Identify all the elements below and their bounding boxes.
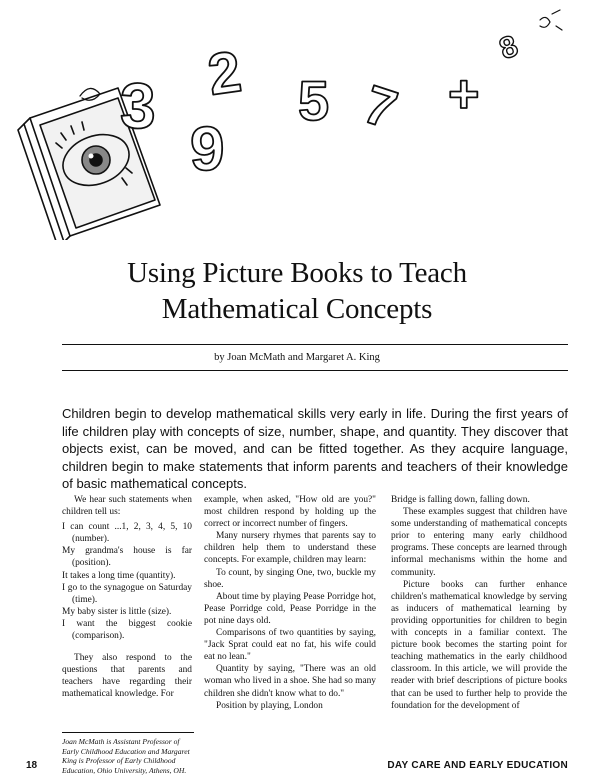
byline-rule-top [62, 344, 568, 345]
column-3 [391, 494, 567, 712]
page-number: 18 [26, 760, 38, 771]
list-item: I go to the synagogue on Saturday (time). [62, 582, 192, 605]
title-line-2: Mathematical Concepts [161, 293, 433, 325]
article-title [0, 255, 594, 327]
numeral-3: 3 [120, 70, 156, 142]
byline-rule-bottom [62, 370, 568, 371]
author-bio: Joan McMath is Assistant Professor of Early Childhood Education and Margaret King is Professor of Early Childhood Education, Ohio University, Athens, OH. [62, 737, 190, 775]
numeral-8: 8 [495, 29, 523, 67]
numeral-5: 5 [298, 69, 330, 132]
intro-paragraph: Children begin to develop mathematical skills very early in life. During the first years of life children play with concepts of size, number, shape, and quantity. They discover that objects exist, can be moved, and can be fitted together. As they acquire language, children begin to make statements that inform parents and teachers of their knowledge of basic mathematical concepts. [62, 406, 568, 491]
column-1-after: They also respond to the questions that parents and teachers have regarding their mathematical knowledge. For [62, 653, 192, 700]
list-item: My grandma's house is far (position). [62, 546, 192, 569]
list-item: I want the biggest cookie (comparison). [62, 618, 192, 642]
byline: by Joan McMath and Margaret A. King [214, 352, 380, 363]
column-2 [204, 494, 376, 712]
column-2-paragraph: Quantity by saying, "There was an old woman who lived in a shoe. She had so many children she didn't know what to do." [204, 664, 376, 699]
bio-rule [62, 732, 194, 733]
plus-sign: + [448, 64, 480, 124]
column-2-paragraph: About time by playing Pease Porridge hot, Pease Porridge cold, Pease Porridge in the pot nine days old. [204, 591, 376, 626]
column-2-paragraph: Comparisons of two quantities by saying, "Jack Sprat could eat no fat, his wife could eat no lean." [204, 628, 376, 663]
column-3-paragraph: Bridge is falling down, falling down. [391, 495, 530, 505]
column-3-paragraph: These examples suggest that children have some understanding of mathematical concepts prior to entering many early childhood programs. These concepts are learned through informal mechanisms within the home and community. [391, 507, 567, 578]
column-2-paragraph: example, when asked, "How old are you?" most children respond by holding up the correct or incorrect number of fingers. [204, 495, 376, 530]
column-2-paragraph: Many nursery rhymes that parents say to children help them to understand these concepts. For example, children may learn: [204, 531, 376, 566]
numeral-2: 2 [204, 38, 246, 108]
list-item: My baby sister is little (size). [62, 606, 172, 617]
column-1 [62, 494, 192, 701]
numeral-7: 7 [356, 74, 404, 141]
statement-list [62, 521, 192, 642]
header-illustration [0, 0, 594, 240]
column-1-lead: We hear such statements when children tell us: [62, 495, 192, 518]
running-title: DAY CARE AND EARLY EDUCATION [387, 760, 568, 771]
numeral-9: 9 [190, 115, 225, 184]
column-2-paragraph: To count, by singing One, two, buckle my shoe. [204, 567, 376, 590]
title-line-1: Using Picture Books to Teach [127, 257, 467, 289]
column-3-paragraph: Picture books can further enhance children's mathematical knowledge by serving as inducers of mathematical learning by providing opportunities for children to begin with concepts in a familiar context. The picture book becomes the starting point for teaching mathematics in the early childhood classroom. In this article, we will provide the reader with brief descriptions of picture books that can be used to further help to provide the foundation for the development of [391, 579, 567, 711]
list-item: It takes a long time (quantity). [62, 570, 176, 581]
list-item: I can count ...1, 2, 3, 4, 5, 10 (number). [62, 522, 192, 545]
column-2-paragraph: Position by playing, London [216, 700, 323, 711]
